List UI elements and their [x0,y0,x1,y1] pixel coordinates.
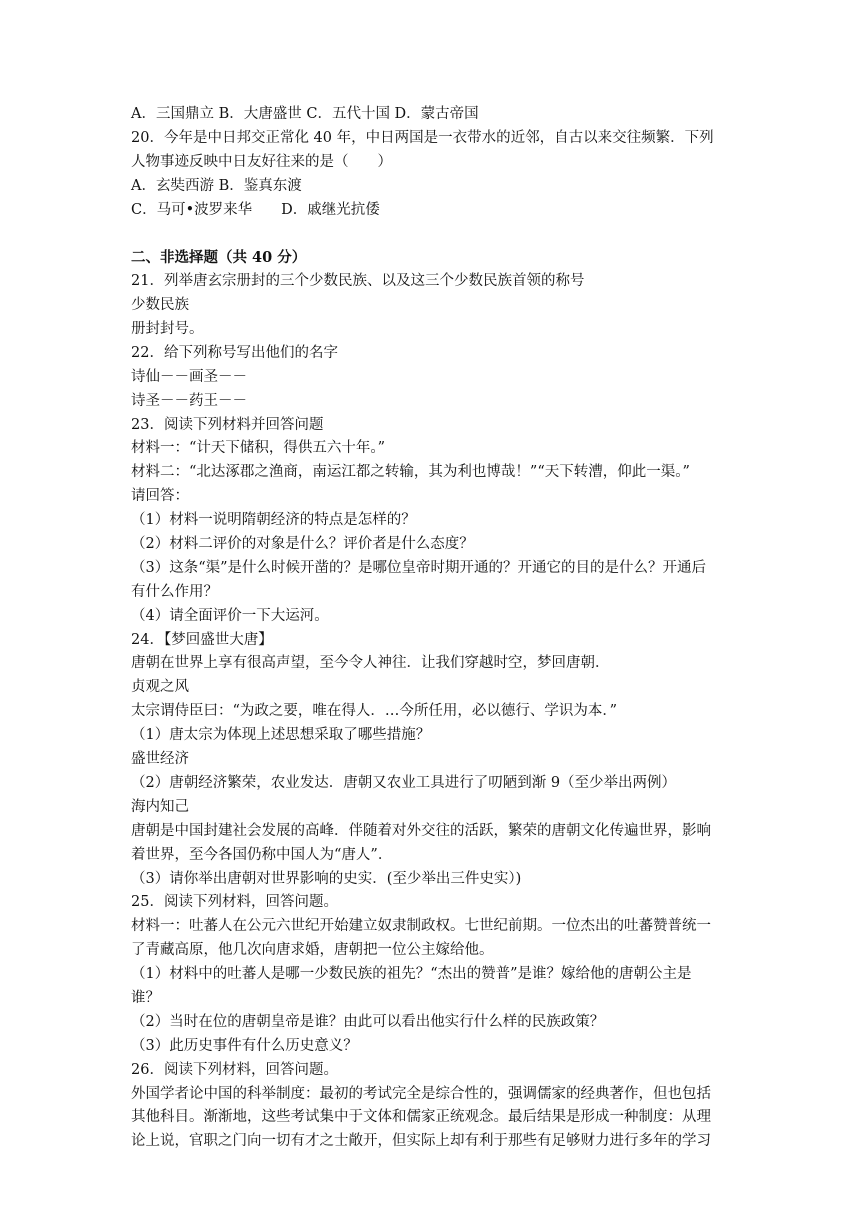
question-24-line: 海内知己 [131,798,189,815]
question-23-line: 材料二：“北达涿郡之渔商，南运江都之转输，其为利也博哉！”“天下转漕，仰此一渠。” [131,464,690,481]
question-25-line: 谁？ [131,989,160,1006]
question-24-line: 贞观之风 [131,679,189,696]
question-24-line: 着世界，至今各国仍称中国人为“唐人”． [131,846,393,863]
question-24-line: 唐朝在世界上享有很高声望，至今令人神往．让我们穿越时空，梦回唐朝． [131,655,610,672]
question-26-line: 论上说，官职之门向一切有才之士敞开，但实际上却有利于那些有足够财力进行多年的学习 [131,1133,711,1150]
option-line: A．三国鼎立 B．大唐盛世 C．五代十国 D．蒙古帝国 [131,106,479,122]
question-21-line: 册封封号。 [131,321,204,338]
question-25-line: 25．阅读下列材料，回答问题。 [131,894,338,911]
question-22-line: 22．给下列称号写出他们的名字 [131,344,338,361]
question-23-line: 材料一：“计天下储积，得供五六十年。” [131,440,386,457]
question-21-line: 21．列举唐玄宗册封的三个少数民族、以及这三个少数民族首领的称号 [131,273,585,290]
document-page [131,103,731,1154]
question-25-line: 了青藏高原，他几次向唐求婚，唐朝把一位公主嫁给他。 [131,942,494,959]
question-24-line: 唐朝是中国封建社会发展的高峰．伴随着对外交往的活跃，繁荣的唐朝文化传遍世界，影响 [131,822,711,839]
question-23-line: （1）材料一说明隋朝经济的特点是怎样的？ [131,512,416,529]
question-23-line: 23．阅读下列材料并回答问题 [131,416,324,433]
question-26-line: 外国学者论中国的科举制度：最初的考试完全是综合性的，强调儒家的经典著作，但也包括 [131,1085,711,1102]
question-25-line: （1）材料中的吐蕃人是哪一少数民族的祖先？“杰出的赞普”是谁？嫁给他的唐朝公主是 [131,966,692,983]
question-25-line: 材料一：吐蕃人在公元六世纪开始建立奴隶制政权。七世纪前期。一位杰出的吐蕃赞普统一 [131,918,711,935]
question-23-line: 有什么作用？ [131,583,218,600]
question-23-line: （2）材料二评价的对象是什么？评价者是什么态度？ [131,536,474,553]
question-22-line: 诗圣－－药王－－ [131,392,247,409]
question-23-line: （4）请全面评价一下大运河。 [131,607,329,624]
question-24-line: （1）唐太宗为体现上述思想采取了哪些措施？ [131,727,431,744]
question-24-line: 太宗谓侍臣曰：“为政之要，唯在得人．…今所任用，必以德行、学识为本．” [131,703,618,720]
question-26-line: 26．阅读下列材料，回答问题。 [131,1061,338,1078]
question-25-line: （2）当时在位的唐朝皇帝是谁？由此可以看出他实行什么样的民族政策？ [131,1013,605,1030]
question-20-line: 20．今年是中日邦交正常化 40 年，中日两国是一衣带水的近邻，自古以来交往频繁．下列 [131,129,714,146]
section-heading: 二、非选择题（共 40 分） [131,249,307,267]
option-line: C．马可•波罗来华 D．戚继光抗倭 [131,201,380,218]
question-24-line: （3）请你举出唐朝对世界影响的史实．(至少举出三件史实）) [131,870,522,887]
question-25-line: （3）此历史事件有什么历史意义？ [131,1037,358,1054]
question-24-line: （2）唐朝经济繁荣，农业发达．唐朝又农业工具进行了叨陋到渐 9（至少举出两例） [131,774,677,791]
question-26-line: 其他科目。渐渐地，这些考试集中于文体和儒家正统观念。最后结果是形成一种制度：从理 [131,1109,711,1126]
question-24-line: 24．【梦回盛世大唐】 [131,631,273,648]
question-20-line: 人物事迹反映中日友好往来的是（ ） [131,153,392,170]
question-23-line: 请回答： [131,488,189,505]
question-23-line: （3）这条“渠”是什么时候开凿的？是哪位皇帝时期开通的？开通它的目的是什么？开通后 [131,559,707,576]
option-line: A．玄奘西游 B．鉴真东渡 [131,177,302,194]
question-22-line: 诗仙－－画圣－－ [131,368,247,385]
blank-line [131,222,731,246]
question-21-line: 少数民族 [131,297,189,314]
question-24-line: 盛世经济 [131,751,189,768]
